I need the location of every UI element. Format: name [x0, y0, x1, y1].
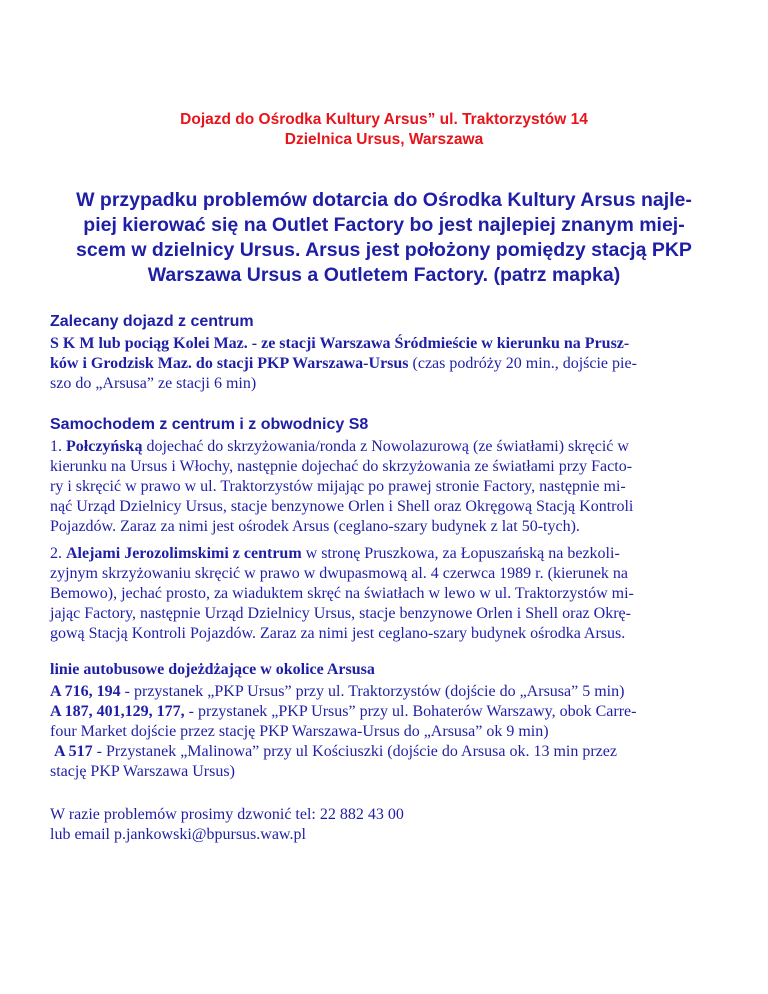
car-p2-line-4: jając Factory, następnie Urząd Dzielnicy Ursus, stacje benzynowe Orlen i Shell oraz Okrę-: [50, 605, 631, 622]
bus-route-1-lines: A 716, 194: [50, 683, 121, 700]
car-p1-street: Połczyńską: [66, 438, 143, 455]
car-p1-number: 1.: [50, 438, 66, 455]
header-subtitle: Dzielnica Ursus, Warszawa: [284, 131, 484, 148]
bus-route-2-desc: - przystanek „PKP Ursus” przy ul. Bohaterów Warszawy, obok Carre-: [184, 703, 637, 720]
car-p1-line-3: ry i skręcić w prawo w ul. Traktorzystów mijając po prawej stronie Factory, następnie mi-: [50, 478, 626, 495]
intro-line-1: W przypadku problemów dotarcia do Ośrodka Kultury Arsus najle-: [76, 189, 692, 211]
center-line-2-rest: (czas podróży 20 min., dojście pie-: [408, 355, 637, 372]
intro-line-4: Warszawa Ursus a Outletem Factory. (patrz mapka): [147, 264, 621, 286]
section-title-center: Zalecany dojazd z centrum: [50, 313, 254, 330]
intro-line-2: piej kierować się na Outlet Factory bo jest najlepiej znanym miej-: [83, 214, 685, 236]
section-title-car: Samochodem z centrum i z obwodnicy S8: [50, 416, 369, 433]
contact-email: lub email p.jankowski@bpursus.waw.pl: [50, 826, 306, 843]
center-line-2-bold: ków i Grodzisk Maz. do stacji PKP Warszawa-Ursus: [50, 355, 409, 372]
bus-route-2-lines: A 187, 401,129, 177,: [50, 703, 185, 720]
center-line-1: S K M lub pociąg Kolei Maz. - ze stacji Warszawa Śródmieście w kierunku na Prusz-: [50, 335, 630, 352]
bus-route-3-lines: A 517: [54, 743, 93, 760]
center-line-2: [50, 355, 637, 373]
car-p1-line-2: kierunku na Ursus i Włochy, następnie dojechać do skrzyżowania ze światłami przy Facto-: [50, 458, 633, 475]
car-p2-number: 2.: [50, 545, 66, 562]
bus-route-3-line-2: stację PKP Warszawa Ursus): [50, 763, 235, 780]
section-title-bus: linie autobusowe dojeżdżające w okolice Arsusa: [50, 661, 375, 678]
bus-route-2-line-2: four Market dojście przez stację PKP Warszawa-Ursus do „Arsusa” ok 9 min): [50, 723, 549, 740]
bus-route-2: [50, 703, 636, 721]
car-p2-line-1: [50, 545, 620, 563]
car-p2-street: Alejami Jerozolimskimi z centrum: [66, 545, 302, 562]
car-p2-line-2: zyjnym skrzyżowaniu skręcić w prawo w dwupasmową al. 4 czerwca 1989 r. (kierunek na: [50, 565, 629, 582]
car-p2-line-1-rest: w stronę Pruszkowa, za Łopuszańską na bezkoli-: [301, 545, 620, 562]
intro-line-3: scem w dzielnicy Ursus. Arsus jest położony pomiędzy stacją PKP: [76, 239, 692, 261]
header-title: Dojazd do Ośrodka Kultury Arsus” ul. Traktorzystów 14: [180, 111, 588, 128]
bus-route-3-desc: - Przystanek „Malinowa” przy ul Kościuszki (dojście do Arsusa ok. 13 min przez: [92, 743, 617, 760]
car-p1-line-1-rest: dojechać do skrzyżowania/ronda z Nowolazurową (ze światłami) skręcić w: [142, 438, 629, 455]
bus-route-3: [50, 743, 617, 761]
center-line-3: szo do „Arsusa” ze stacji 6 min): [50, 375, 257, 392]
bus-route-1-desc: - przystanek „PKP Ursus” przy ul. Traktorzystów (dojście do „Arsusa” 5 min): [120, 683, 625, 700]
car-p1-line-5: Pojazdów. Zaraz za nimi jest ośrodek Arsus (ceglano-szary budynek z lat 50-tych).: [50, 518, 580, 535]
car-p1-line-1: [50, 438, 629, 456]
car-p2-line-5: gową Stacją Kontroli Pojazdów. Zaraz za nimi jest ceglano-szary budynek ośrodka Arsus.: [50, 625, 626, 642]
car-p2-line-3: Bemowo), jechać prosto, za wiaduktem skręć na światłach w lewo w ul. Traktorzystów mi-: [50, 585, 634, 602]
bus-route-1: [50, 683, 624, 701]
contact-phone: W razie problemów prosimy dzwonić tel: 22 882 43 00: [50, 806, 404, 823]
car-p1-line-4: nąć Urząd Dzielnicy Ursus, stacje benzynowe Orlen i Shell oraz Okręgową Stacją Kontroli: [50, 498, 634, 515]
